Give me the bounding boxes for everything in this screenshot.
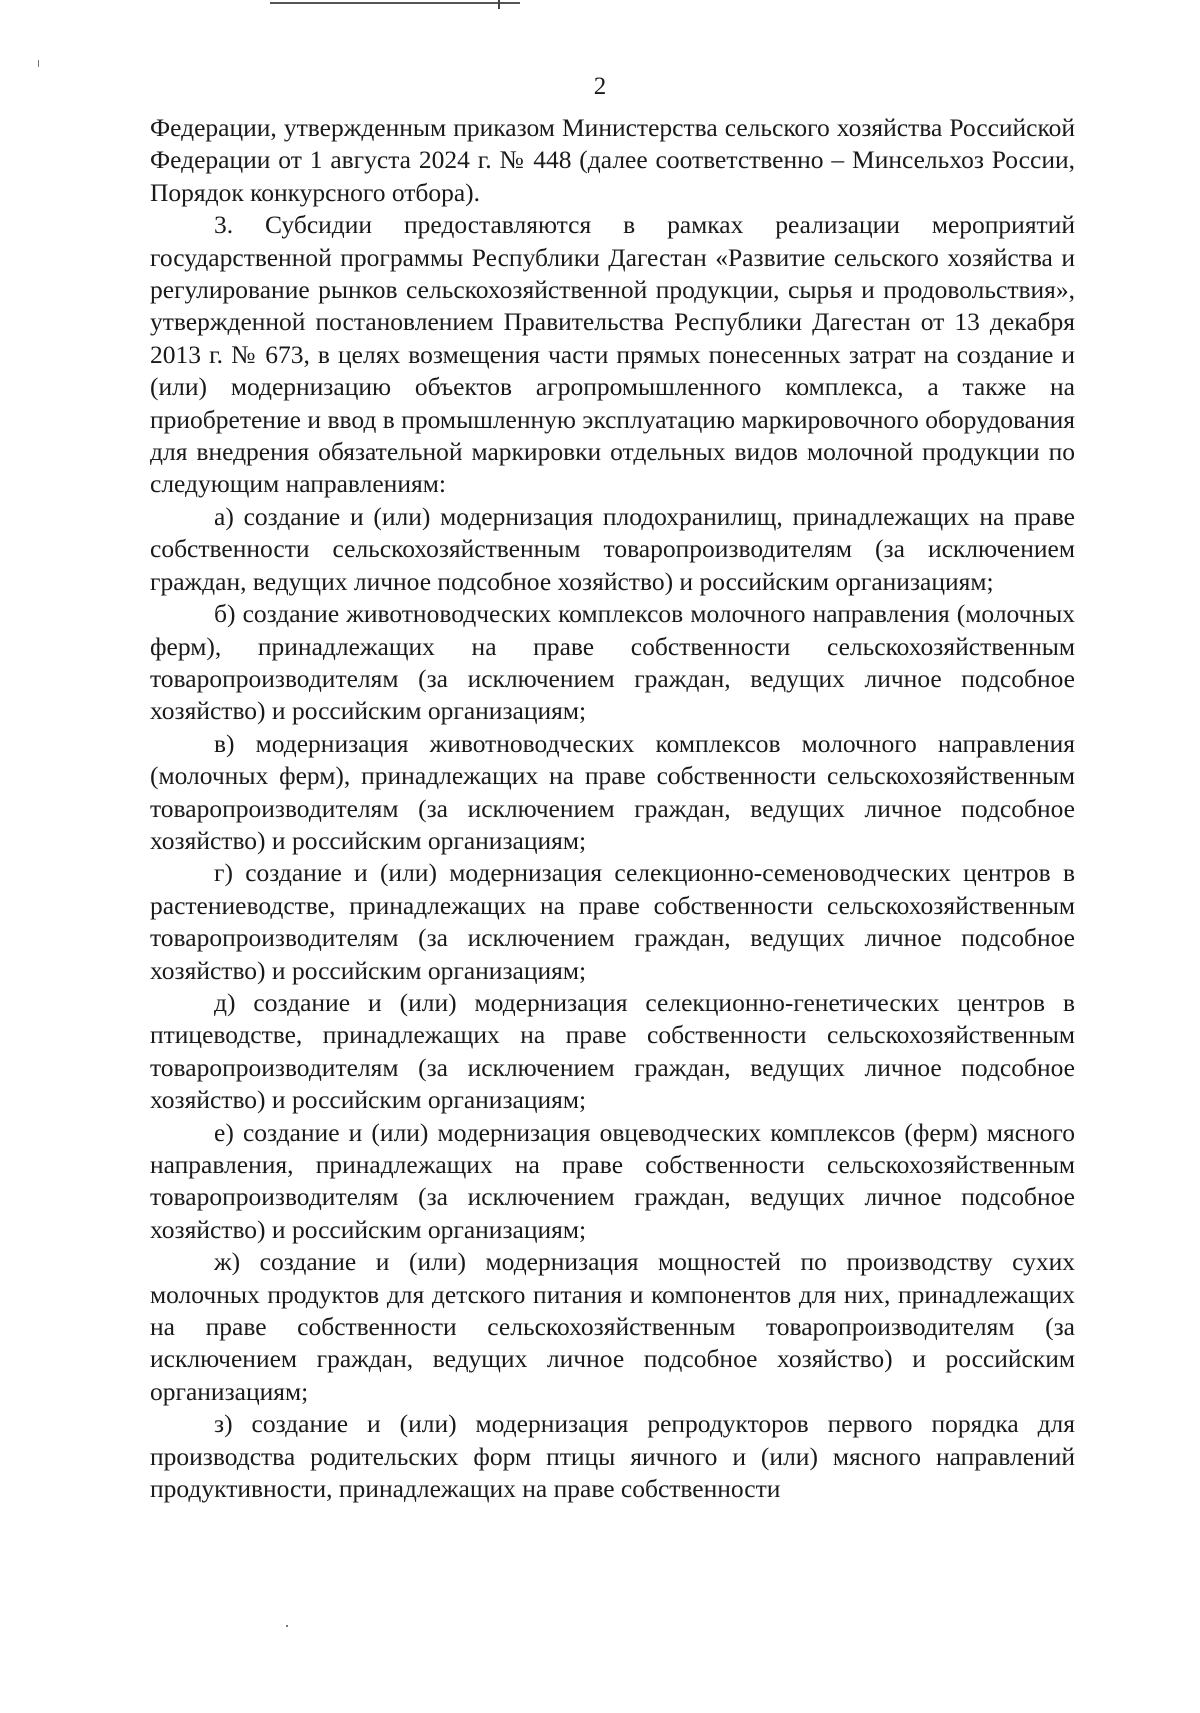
scan-artifact-top-tick [498, 0, 500, 9]
paragraph-subitem-g: г) создание и (или) модернизация селекционно-семеноводческих центров в растениеводстве, принадлежащих на праве собственности сельскохозяйственным товаропроизводителям (за исключением граждан, ведущих личное подсобное хозяйство) и российским организациям; [150, 858, 1075, 985]
paragraph-subitem-z: з) создание и (или) модернизация репродукторов первого порядка для производства родительских форм птицы яичного и (или) мясного направлений продуктивности, принадлежащих на праве собственности [150, 1409, 1075, 1504]
paragraph-subitem-b: б) создание животноводческих комплексов молочного направления (молочных ферм), принадлежащих на праве собственности сельскохозяйственным товаропроизводителям (за исключением граждан, ведущих личное подсобное хозяйство) и российским организациям; [150, 599, 1075, 726]
page-number: 2 [593, 73, 607, 100]
paragraph-continuation: Федерации, утвержденным приказом Министерства сельского хозяйства Российской Федерации от 1 августа 2024 г. № 448 (далее соответственно – Минсельхоз России, Порядок конкурсного отбора). [150, 113, 1075, 207]
scan-artifact-top-line [270, 2, 520, 4]
paragraph-subitem-d: д) создание и (или) модернизация селекционно-генетических центров в птицеводстве, принадлежащих на праве собственности сельскохозяйственным товаропроизводителям (за исключением граждан, ведущих личное подсобное хозяйство) и российским организациям; [150, 987, 1075, 1115]
scan-artifact-bottom-dot [286, 1625, 288, 1627]
paragraph-subitem-a: а) создание и (или) модернизация плодохранилищ, принадлежащих на праве собственности сельскохозяйственным товаропроизводителям (за исключением граждан, ведущих личное подсобное хозяйство) и российским организациям; [150, 501, 1075, 596]
paragraph-item-3: 3. Субсидии предоставляются в рамках реализации мероприятий государственной программы Республики Дагестан «Развитие сельского хозяйства и регулирование рынков сельскохозяйственной продукции, сырья и продовольствия», утвержденной постановлением Правительства Республики Дагестан от 13 декабря 2013 г. № 673, в целях возмещения части прямых понесенных затрат на создание и (или) модернизацию объектов агропромышленного комплекса, а также на приобретение и ввод в промышленную эксплуатацию маркировочного оборудования для внедрения обязательной маркировки отдельных видов молочной продукции по следующим направлениям: [150, 210, 1075, 499]
scan-artifact-left-mark [38, 60, 39, 67]
document-body [150, 112, 1075, 1505]
paragraph-subitem-v: в) модернизация животноводческих комплексов молочного направления (молочных ферм), принадлежащих на праве собственности сельскохозяйственным товаропроизводителям (за исключением граждан, ведущих личное подсобное хозяйство) и российским организациям; [150, 728, 1075, 855]
paragraph-subitem-zh: ж) создание и (или) модернизация мощностей по производству сухих молочных продуктов для детского питания и компонентов для них, принадлежащих на праве собственности сельскохозяйственным товаропроизводителям (за исключением граждан, ведущих личное подсобное хозяйство) и российским организациям; [150, 1247, 1075, 1406]
paragraph-subitem-e: е) создание и (или) модернизация овцеводческих комплексов (ферм) мясного направления, принадлежащих на праве собственности сельскохозяйственным товаропроизводителям (за исключением граждан, ведущих личное подсобное хозяйство) и российским организациям; [150, 1117, 1075, 1244]
